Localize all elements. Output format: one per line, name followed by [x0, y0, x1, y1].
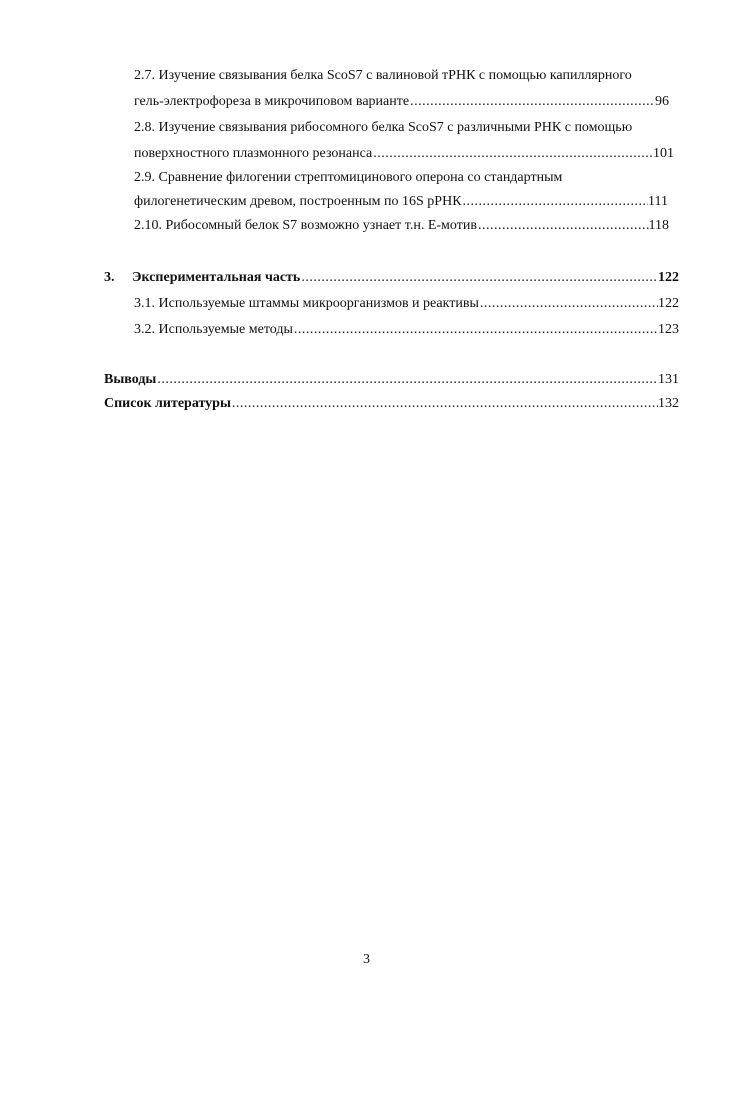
dot-leader [479, 294, 658, 314]
toc-page-number: 101 [653, 146, 674, 161]
toc-chapter-label [104, 268, 300, 288]
toc-page-number: 111 [648, 194, 668, 209]
toc-page-number: 118 [648, 218, 669, 233]
toc-entry-2-10[interactable] [134, 216, 669, 236]
dot-leader [293, 320, 658, 340]
dot-leader [372, 144, 653, 164]
toc-entry-2-9-line1: 2.9. Сравнение филогении стрептомицинового оперона со стандартным [134, 170, 563, 185]
toc-entry-3-2-label: 3.2. Используемые методы [134, 322, 293, 337]
page-number: 3 [363, 952, 370, 967]
toc-entry-2-9[interactable] [134, 192, 668, 212]
dot-leader [477, 216, 649, 236]
dot-leader [462, 192, 648, 212]
toc-entry-2-7[interactable] [134, 92, 669, 112]
toc-page-number: 132 [658, 396, 679, 411]
toc-entry-3-1[interactable] [134, 294, 679, 314]
toc-entry-conclusions-label: Выводы [104, 372, 157, 387]
toc-page-number: 131 [658, 372, 679, 387]
toc-entry-references-label: Список литературы [104, 396, 231, 411]
dot-leader [156, 370, 658, 390]
toc-entry-2-9-line2: филогенетическим древом, построенным по 16S рРНК [134, 194, 462, 209]
toc-entry-references[interactable] [104, 394, 679, 414]
toc-page-number: 123 [658, 322, 679, 337]
toc-entry-2-8-line2: поверхностного плазмонного резонанса [134, 146, 373, 161]
toc-entry-2-10-label: 2.10. Рибосомный белок S7 возможно узнает т.н. E-мотив [134, 218, 477, 233]
toc-entry-3-2[interactable] [134, 320, 679, 340]
toc-chapter-title: Экспериментальная часть [132, 270, 301, 285]
toc-entry-chapter-3[interactable] [104, 268, 679, 288]
toc-entry-conclusions[interactable] [104, 370, 679, 390]
dot-leader [300, 268, 658, 288]
dot-leader [231, 394, 658, 414]
toc-page-number: 122 [658, 296, 679, 311]
toc-page-number: 122 [658, 270, 679, 285]
toc-chapter-number: 3. [104, 270, 115, 285]
toc-entry-2-8[interactable] [134, 144, 674, 164]
toc-entry-2-7-line1: 2.7. Изучение связывания белка ScoS7 с валиновой тРНК с помощью капиллярного [134, 68, 632, 83]
toc-entry-3-1-label: 3.1. Используемые штаммы микроорганизмов и реактивы [134, 296, 479, 311]
toc-page-number: 96 [655, 94, 669, 109]
toc-entry-2-7-line2: гель-электрофореза в микрочиповом варианте [134, 94, 410, 109]
toc-entry-2-8-line1: 2.8. Изучение связывания рибосомного белка ScoS7 с различными РНК с помощью [134, 120, 633, 135]
dot-leader [409, 92, 655, 112]
